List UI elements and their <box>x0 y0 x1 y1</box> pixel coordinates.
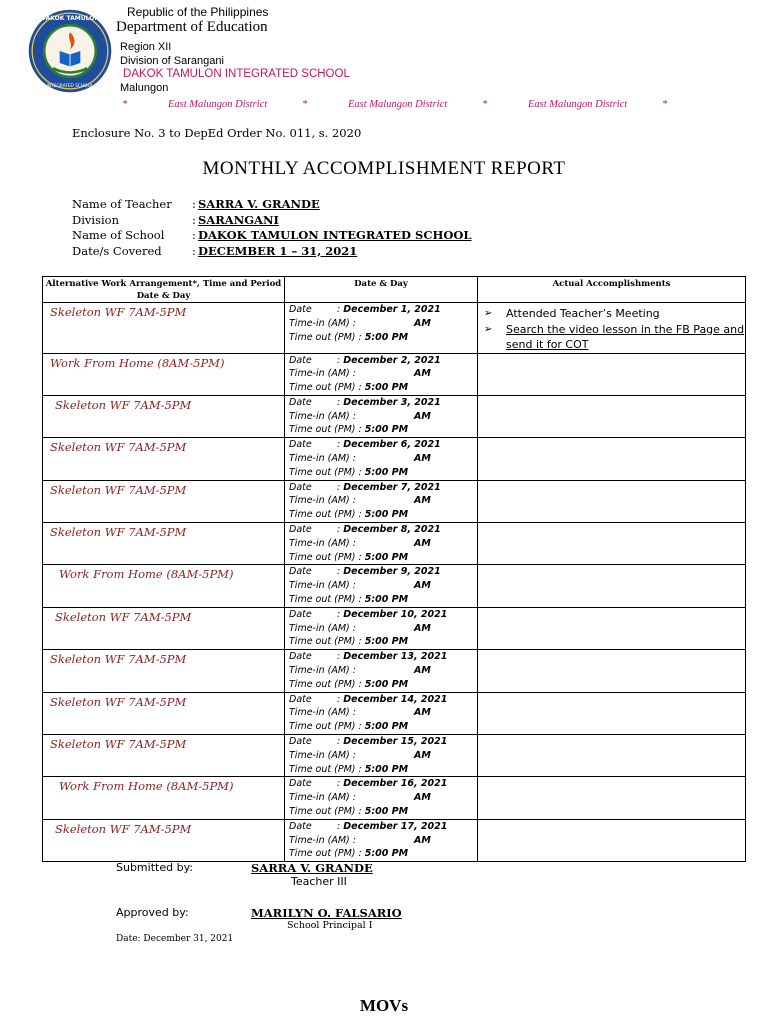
date-cell: Date : December 1, 2021 Time-in (AM) : AM Time out (PM) : 5:00 PM <box>285 303 478 354</box>
date-cell: Date : December 6, 2021 Time-in (AM) : AM Time out (PM) : 5:00 PM <box>285 438 478 480</box>
arrangement-cell: Skeleton WF 7AM-5PM <box>43 607 285 649</box>
table-row <box>43 735 746 777</box>
table-row <box>43 607 746 649</box>
info-label: Date/s Covered <box>72 243 162 258</box>
accomplishments-cell <box>478 735 746 777</box>
arrangement-cell: Skeleton WF 7AM-5PM <box>43 735 285 777</box>
table-row <box>43 692 746 734</box>
district-separator: * <box>662 99 668 110</box>
table-row <box>43 777 746 819</box>
submitted-label: Submitted by: <box>116 861 193 874</box>
teacher-info <box>72 197 471 259</box>
info-row <box>72 213 471 229</box>
district-separator: * <box>302 99 308 110</box>
accomplishments-cell <box>478 480 746 522</box>
date-cell: Date : December 8, 2021 Time-in (AM) : AM Time out (PM) : 5:00 PM <box>285 523 478 565</box>
movs-heading: MOVs <box>359 996 409 1015</box>
approved-name: MARILYN O. FALSARIO <box>251 906 402 920</box>
page-title: MONTHLY ACCOMPLISHMENT REPORT <box>202 158 566 179</box>
arrangement-cell: Work From Home (8AM-5PM) <box>43 565 285 607</box>
info-row <box>72 244 471 260</box>
district-separator: * <box>122 99 128 110</box>
date-cell: Date : December 16, 2021 Time-in (AM) : AM Time out (PM) : 5:00 PM <box>285 777 478 819</box>
enclosure-text: Enclosure No. 3 to DepEd Order No. 011, s. 2020 <box>72 126 362 140</box>
table-row <box>43 303 746 354</box>
date-cell: Date : December 3, 2021 Time-in (AM) : AM Time out (PM) : 5:00 PM <box>285 395 478 437</box>
accomplishments-cell <box>478 607 746 649</box>
division-text: Division of Sarangani <box>120 55 224 67</box>
table-row <box>43 395 746 437</box>
accomplishments-cell <box>478 565 746 607</box>
info-label: Name of Teacher <box>72 197 172 211</box>
accomplishment-item: ➢ Search the video lesson in the FB Page and send it for COT <box>506 322 745 353</box>
arrangement-cell: Skeleton WF 7AM-5PM <box>43 395 285 437</box>
accomplishments-cell <box>478 395 746 437</box>
date-cell: Date : December 9, 2021 Time-in (AM) : AM Time out (PM) : 5:00 PM <box>285 565 478 607</box>
info-row <box>72 197 471 213</box>
info-label: Name of School <box>72 228 165 242</box>
approved-position: School Principal I <box>287 920 373 931</box>
date-cell: Date : December 17, 2021 Time-in (AM) : AM Time out (PM) : 5:00 PM <box>285 819 478 861</box>
accomplishment-table <box>42 276 746 862</box>
region-text: Region XII <box>120 41 172 53</box>
arrangement-cell: Skeleton WF 7AM-5PM <box>43 819 285 861</box>
header-accomplishments: Actual Accomplishments <box>478 277 746 303</box>
accomplishments-cell <box>478 353 746 395</box>
header-date: Date & Day <box>285 277 478 303</box>
info-label: Division <box>72 212 119 227</box>
date-cell: Date : December 13, 2021 Time-in (AM) : AM Time out (PM) : 5:00 PM <box>285 650 478 692</box>
accomplishment-item: ➢ Attended Teacher’s Meeting <box>506 306 745 322</box>
info-value: SARANGANI <box>198 212 279 227</box>
town-text: Malungon <box>120 82 169 94</box>
district-name: East Malungon District <box>168 99 268 110</box>
district-name: East Malungon District <box>348 99 448 110</box>
date-cell: Date : December 15, 2021 Time-in (AM) : AM Time out (PM) : 5:00 PM <box>285 735 478 777</box>
arrangement-cell: Skeleton WF 7AM-5PM <box>43 438 285 480</box>
table-row <box>43 438 746 480</box>
arrangement-cell: Skeleton WF 7AM-5PM <box>43 523 285 565</box>
table-row <box>43 650 746 692</box>
info-row <box>72 228 471 244</box>
info-colon: : <box>192 228 196 242</box>
submitted-position: Teacher III <box>291 875 347 888</box>
date-line: Date: December 31, 2021 <box>116 934 234 944</box>
info-colon: : <box>192 243 196 258</box>
arrangement-cell: Skeleton WF 7AM-5PM <box>43 650 285 692</box>
svg-text:INTEGRATED SCHOOL: INTEGRATED SCHOOL <box>46 84 94 90</box>
arrangement-cell: Skeleton WF 7AM-5PM <box>43 692 285 734</box>
table-row <box>43 523 746 565</box>
district-separator: * <box>482 99 488 110</box>
district-line <box>122 99 682 110</box>
arrangement-cell: Work From Home (8AM-5PM) <box>43 777 285 819</box>
accomplishments-cell <box>478 523 746 565</box>
date-cell: Date : December 14, 2021 Time-in (AM) : AM Time out (PM) : 5:00 PM <box>285 692 478 734</box>
district-name: East Malungon District <box>528 99 628 110</box>
arrangement-cell: Skeleton WF 7AM-5PM <box>43 480 285 522</box>
accomplishments-cell <box>478 692 746 734</box>
info-value: DECEMBER 1 – 31, 2021 <box>198 243 358 258</box>
approved-label: Approved by: <box>116 906 189 919</box>
table-row <box>43 565 746 607</box>
info-value: DAKOK TAMULON INTEGRATED SCHOOL <box>198 228 472 242</box>
accomplishments-cell <box>478 438 746 480</box>
accomplishments-cell <box>478 777 746 819</box>
submitted-name: SARRA V. GRANDE <box>251 861 373 875</box>
school-name: DAKOK TAMULON INTEGRATED SCHOOL <box>123 68 350 80</box>
info-colon: : <box>192 212 196 227</box>
department-text: Department of Education <box>116 19 268 35</box>
info-value: SARRA V. GRANDE <box>198 197 320 211</box>
svg-text:DAKOK TAMULON: DAKOK TAMULON <box>40 15 100 23</box>
republic-text: Republic of the Philippines <box>127 5 269 19</box>
table-row <box>43 819 746 861</box>
accomplishments-cell <box>478 819 746 861</box>
table-row <box>43 480 746 522</box>
accomplishments-cell <box>478 650 746 692</box>
header-arrangement: Alternative Work Arrangement*, Time and Period Date & Day <box>43 277 285 303</box>
school-logo <box>27 8 113 94</box>
date-cell: Date : December 10, 2021 Time-in (AM) : AM Time out (PM) : 5:00 PM <box>285 607 478 649</box>
table-row <box>43 353 746 395</box>
date-cell: Date : December 2, 2021 Time-in (AM) : AM Time out (PM) : 5:00 PM <box>285 353 478 395</box>
date-cell: Date : December 7, 2021 Time-in (AM) : AM Time out (PM) : 5:00 PM <box>285 480 478 522</box>
arrangement-cell: Work From Home (8AM-5PM) <box>43 353 285 395</box>
accomplishments-cell <box>478 303 746 354</box>
arrangement-cell: Skeleton WF 7AM-5PM <box>43 303 285 354</box>
info-colon: : <box>192 197 196 211</box>
